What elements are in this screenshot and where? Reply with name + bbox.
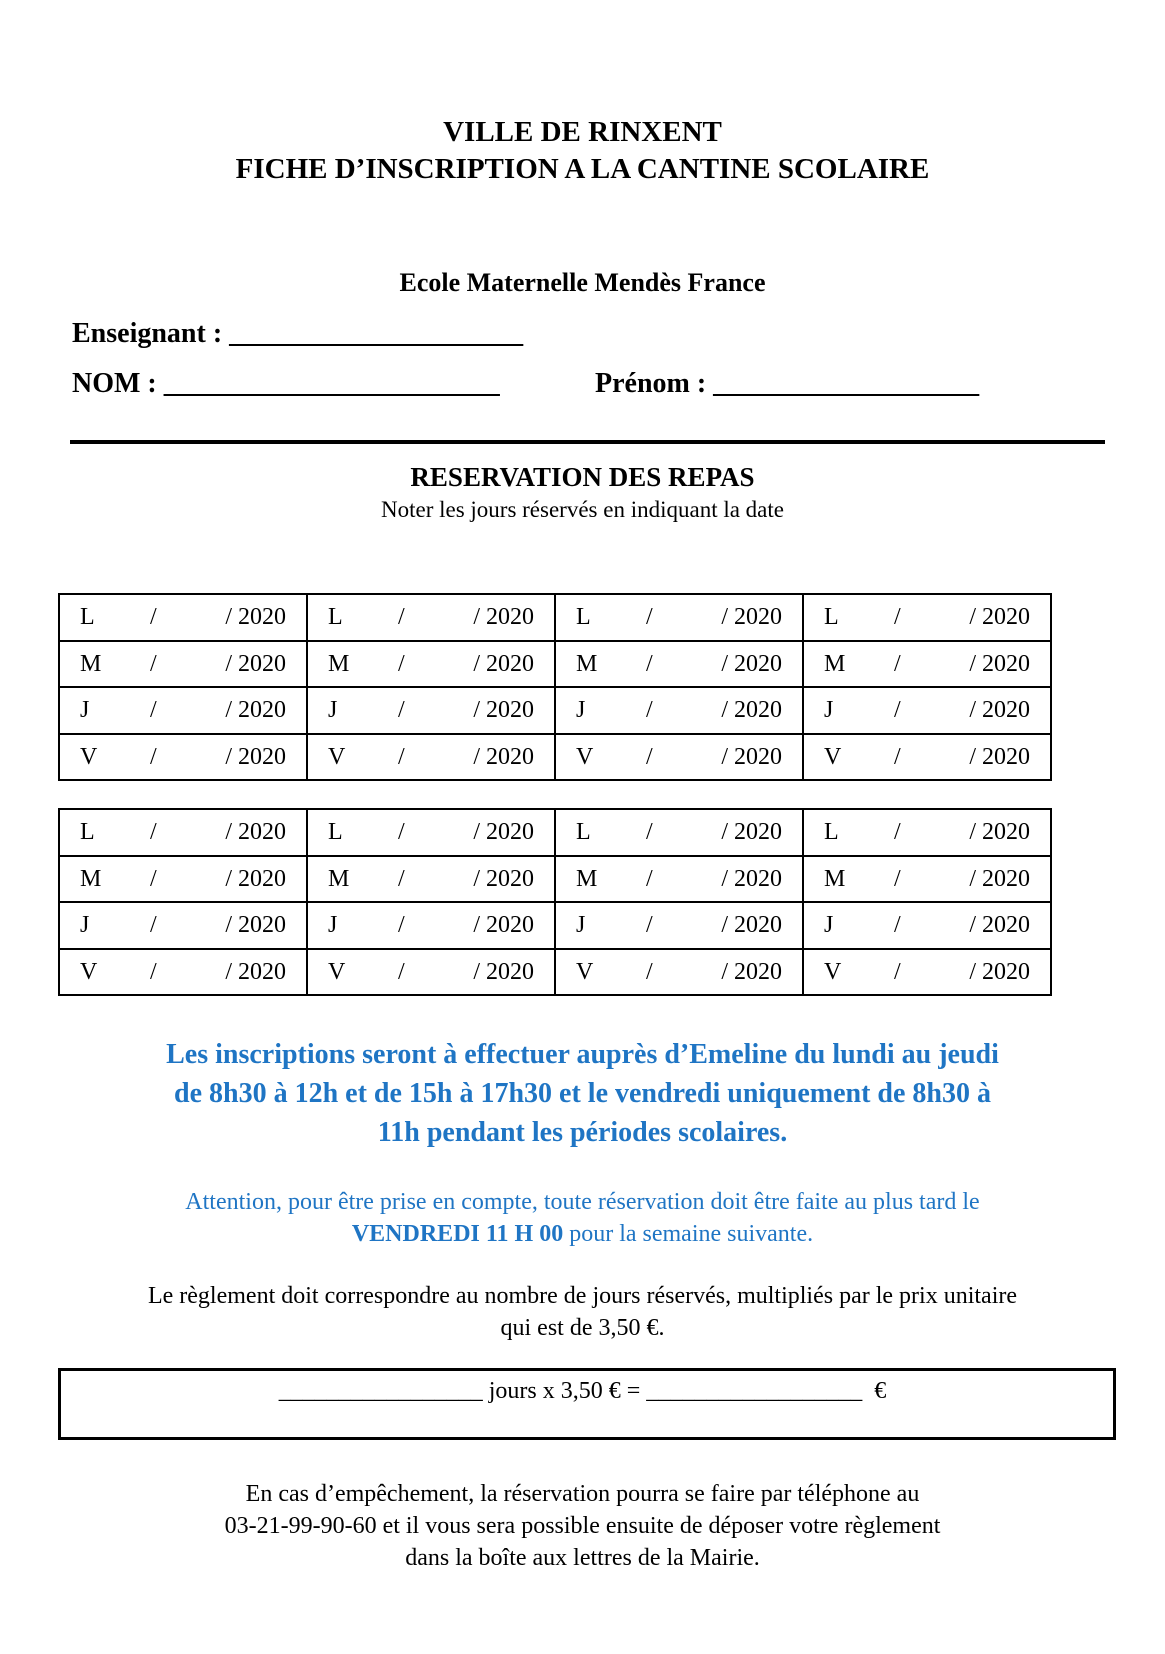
date-year: / 2020 [721,650,782,677]
day-letter: L [328,819,343,845]
date-row [59,641,1051,688]
date-slash: / [150,865,157,892]
date-row [59,856,1051,903]
date-slash: / [398,912,405,938]
date-slash: / [646,912,653,938]
date-row [59,809,1051,856]
date-slash: / [646,743,653,770]
date-year: / 2020 [969,958,1030,985]
date-cell[interactable] [555,856,803,903]
date-cell[interactable] [59,734,307,781]
reservation-title: RESERVATION DES REPAS [410,462,755,492]
date-year: / 2020 [473,650,534,677]
day-letter: V [328,958,346,985]
date-cell[interactable] [307,641,555,688]
date-cell[interactable] [555,809,803,856]
date-cell[interactable] [555,594,803,641]
date-slash: / [894,912,901,938]
day-letter: L [576,604,591,630]
date-year: / 2020 [969,865,1030,892]
date-year: / 2020 [473,912,534,938]
date-cell[interactable] [307,687,555,734]
date-cell[interactable] [803,641,1051,688]
day-letter: V [824,958,842,985]
date-slash: / [398,865,405,892]
date-year: / 2020 [473,604,534,630]
date-slash: / [894,604,901,630]
date-year: / 2020 [225,819,286,845]
day-letter: J [80,697,90,723]
date-year: / 2020 [969,743,1030,770]
date-slash: / [894,958,901,985]
day-letter: V [824,743,842,770]
attention-line-2 [0,1218,1165,1250]
attention-line-1: Attention, pour être prise en compte, toute réservation doit être faite au plus tard le [185,1189,980,1215]
date-year: / 2020 [969,604,1030,630]
date-cell[interactable] [803,856,1051,903]
date-year: / 2020 [721,865,782,892]
footer-line-1: En cas d’empêchement, la réservation pourra se faire par téléphone au [245,1481,920,1507]
payment-calc-line[interactable]: _________________ jours x 3,50 € = __________________ € [278,1378,887,1404]
day-letter: V [328,743,346,770]
date-year: / 2020 [473,743,534,770]
inscriptions-notice-line-1: Les inscriptions seront à effectuer auprès d’Emeline du lundi au jeudi [166,1039,999,1070]
date-slash: / [398,604,405,630]
date-year: / 2020 [225,697,286,723]
footer-line-3: dans la boîte aux lettres de la Mairie. [405,1545,760,1571]
header-form-title: FICHE D’INSCRIPTION A LA CANTINE SCOLAIRE [235,153,930,185]
day-letter: M [824,650,846,677]
date-table-2 [58,808,1052,996]
date-cell[interactable] [803,902,1051,949]
date-year: / 2020 [721,819,782,845]
date-cell[interactable] [803,949,1051,996]
date-slash: / [646,650,653,677]
date-slash: / [646,958,653,985]
reglement-line-2: qui est de 3,50 €. [500,1315,665,1341]
reglement-line-1: Le règlement doit correspondre au nombre de jours réservés, multipliés par le prix unitaire [147,1283,1018,1309]
date-year: / 2020 [225,912,286,938]
date-cell[interactable] [803,809,1051,856]
date-year: / 2020 [721,604,782,630]
date-cell[interactable] [307,734,555,781]
date-year: / 2020 [721,958,782,985]
day-letter: M [80,865,102,892]
date-slash: / [894,697,901,723]
date-year: / 2020 [969,650,1030,677]
day-letter: V [80,958,98,985]
date-cell[interactable] [803,734,1051,781]
header-city: VILLE DE RINXENT [443,116,722,148]
date-cell[interactable] [803,594,1051,641]
teacher-field[interactable]: Enseignant : _____________________ [72,318,524,349]
day-letter: M [824,865,846,892]
date-slash: / [646,819,653,845]
school-name: Ecole Maternelle Mendès France [399,268,766,297]
day-letter: J [824,697,834,723]
date-table-1 [58,593,1052,781]
date-cell[interactable] [555,949,803,996]
date-year: / 2020 [969,697,1030,723]
date-cell[interactable] [59,641,307,688]
day-letter: L [80,604,95,630]
date-year: / 2020 [225,650,286,677]
day-letter: M [80,650,102,677]
date-slash: / [150,958,157,985]
day-letter: L [328,604,343,630]
date-year: / 2020 [473,865,534,892]
date-slash: / [398,650,405,677]
date-cell[interactable] [59,949,307,996]
day-letter: L [824,604,839,630]
date-slash: / [398,697,405,723]
date-year: / 2020 [225,958,286,985]
date-year: / 2020 [721,912,782,938]
day-letter: L [576,819,591,845]
inscriptions-notice-line-3: 11h pendant les périodes scolaires. [377,1117,788,1148]
deadline-emphasis: VENDREDI 11 H 00 [351,1221,564,1247]
date-cell[interactable] [59,809,307,856]
day-letter: J [576,697,586,723]
date-row [59,902,1051,949]
date-year: / 2020 [225,865,286,892]
day-letter: L [80,819,95,845]
date-cell[interactable] [307,902,555,949]
date-slash: / [894,743,901,770]
date-year: / 2020 [473,958,534,985]
day-letter: J [824,912,834,938]
date-year: / 2020 [225,743,286,770]
footer-line-2: 03-21-99-90-60 et il vous sera possible ensuite de déposer votre règlement [224,1513,941,1539]
attention-line-2-rest: pour la semaine suivante. [563,1221,814,1247]
date-slash: / [646,604,653,630]
day-letter: M [328,865,350,892]
date-slash: / [398,819,405,845]
date-year: / 2020 [969,819,1030,845]
day-letter: V [80,743,98,770]
date-row [59,594,1051,641]
date-cell[interactable] [555,734,803,781]
date-year: / 2020 [473,819,534,845]
day-letter: J [80,912,90,938]
separator-rule [70,440,1105,444]
date-cell[interactable] [307,809,555,856]
date-slash: / [646,865,653,892]
date-slash: / [398,958,405,985]
day-letter: M [576,865,598,892]
day-letter: V [576,743,594,770]
first-name-field[interactable]: Prénom : ___________________ [595,368,980,399]
date-cell[interactable] [59,687,307,734]
date-cell[interactable] [803,687,1051,734]
date-slash: / [150,819,157,845]
date-slash: / [646,697,653,723]
date-row [59,734,1051,781]
date-year: / 2020 [473,697,534,723]
date-slash: / [398,743,405,770]
day-letter: J [328,912,338,938]
date-cell[interactable] [59,594,307,641]
date-slash: / [150,743,157,770]
date-slash: / [150,650,157,677]
date-year: / 2020 [225,604,286,630]
date-cell[interactable] [307,949,555,996]
date-cell[interactable] [59,902,307,949]
day-letter: M [576,650,598,677]
date-cell[interactable] [307,594,555,641]
date-slash: / [894,819,901,845]
day-letter: M [328,650,350,677]
date-slash: / [150,912,157,938]
date-slash: / [150,697,157,723]
date-row [59,687,1051,734]
date-slash: / [150,604,157,630]
date-cell[interactable] [307,856,555,903]
date-year: / 2020 [721,743,782,770]
date-row [59,949,1051,996]
date-year: / 2020 [721,697,782,723]
inscriptions-notice-line-2: de 8h30 à 12h et de 15h à 17h30 et le vendredi uniquement de 8h30 à [174,1078,991,1109]
day-letter: J [328,697,338,723]
date-cell[interactable] [555,687,803,734]
day-letter: J [576,912,586,938]
date-year: / 2020 [969,912,1030,938]
reservation-subtitle: Noter les jours réservés en indiquant la date [380,497,784,522]
date-slash: / [894,650,901,677]
day-letter: L [824,819,839,845]
day-letter: V [576,958,594,985]
date-cell[interactable] [59,856,307,903]
last-name-field[interactable]: NOM : ________________________ [72,368,500,399]
date-cell[interactable] [555,641,803,688]
date-slash: / [894,865,901,892]
date-cell[interactable] [555,902,803,949]
